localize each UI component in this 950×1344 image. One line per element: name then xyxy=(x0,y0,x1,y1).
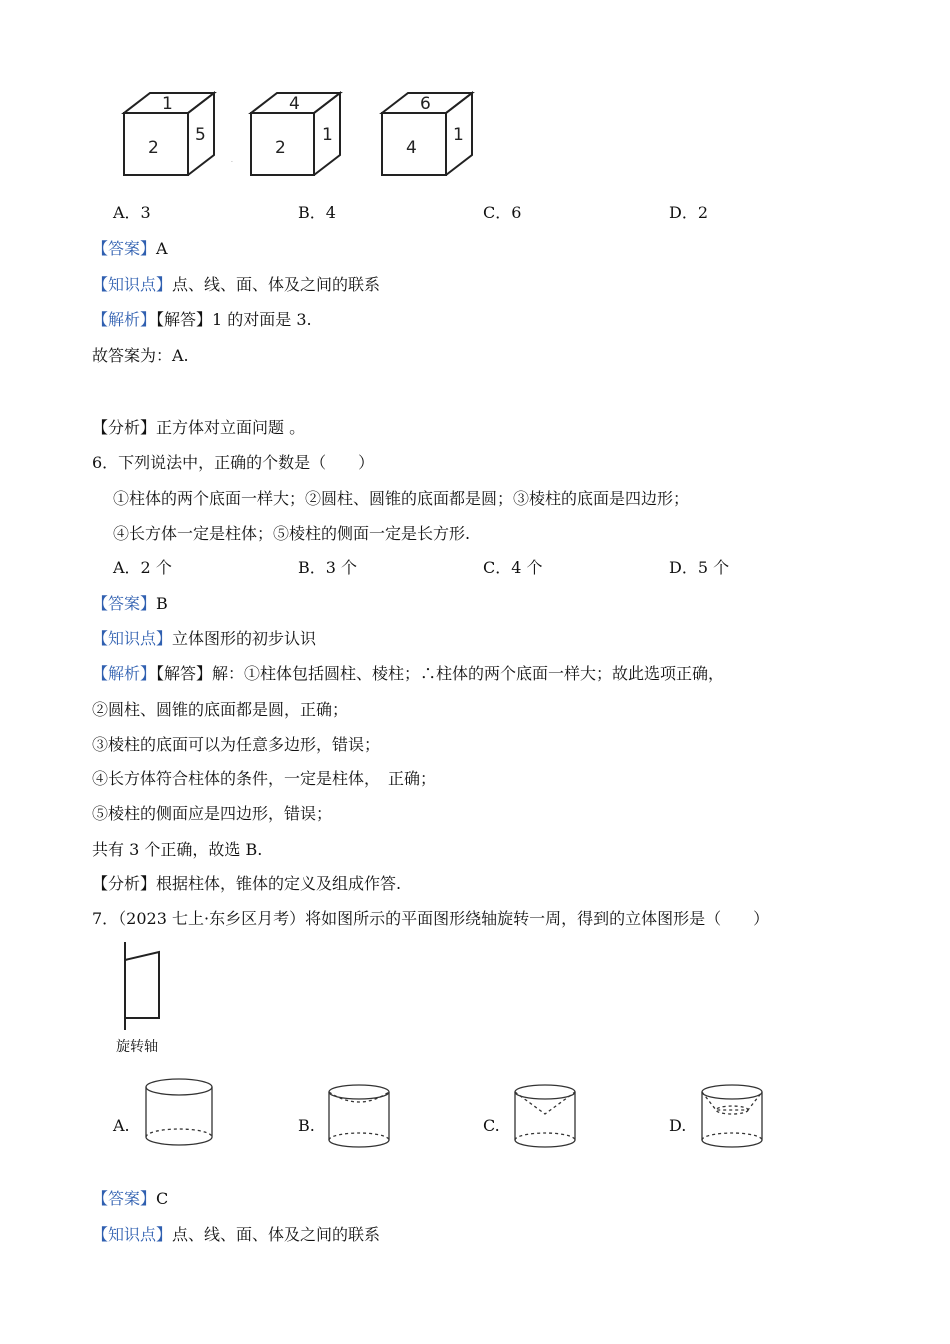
q7-answer xyxy=(92,1188,168,1210)
q5-option-b[interactable]: B．4 xyxy=(298,203,336,222)
q6-analysis-line-6: 共有 3 个正确，故选 B. xyxy=(92,840,263,859)
cylinder-b xyxy=(326,1082,398,1154)
answer-value: C xyxy=(156,1189,169,1208)
q5-knowledge-point xyxy=(92,274,380,296)
q5-analysis xyxy=(92,309,312,331)
q5-option-a[interactable]: A．3 xyxy=(113,203,151,222)
cube-3-side: 1 xyxy=(453,125,464,145)
q6-option-d[interactable]: D．5 个 xyxy=(669,558,730,577)
q6-analysis-line-5: ⑤棱柱的侧面应是四边形，错误； xyxy=(92,804,333,823)
q7-option-c[interactable]: C. xyxy=(483,1116,500,1135)
q7-knowledge-point xyxy=(92,1224,380,1246)
answer-tag: 【答案】 xyxy=(92,594,157,613)
knowledge-tag: 【知识点】 xyxy=(92,275,173,294)
answer-value: A xyxy=(156,239,168,258)
q7-option-a[interactable]: A. xyxy=(113,1116,130,1135)
analysis-tag: 【解析】 xyxy=(92,310,157,329)
q7-option-b[interactable]: B. xyxy=(298,1116,315,1135)
cube-2-top: 4 xyxy=(289,94,300,114)
answer-value: B xyxy=(156,594,168,613)
q6-option-b[interactable]: B．3 个 xyxy=(298,558,358,577)
cylinder-a xyxy=(143,1077,215,1149)
q5-conclusion: 故答案为：A. xyxy=(92,346,189,365)
cube-2-side: 1 xyxy=(322,125,333,145)
axis-label: 旋转轴 xyxy=(116,1039,158,1055)
q7-stem: 7．（2023 七上·东乡区月考）将如图所示的平面图形绕轴旋转一周，得到的立体图形是（ ） xyxy=(92,909,770,928)
knowledge-value: 点、线、面、体及之间的联系 xyxy=(172,1225,381,1244)
cube-1-top: 1 xyxy=(162,94,173,114)
q6-analysis-line-4: ④长方体符合柱体的条件，一定是柱体， 正确； xyxy=(92,769,437,788)
cylinder-d xyxy=(699,1082,771,1154)
cylinder-c xyxy=(512,1082,584,1154)
analysis-tag: 【解析】 xyxy=(92,664,157,683)
knowledge-tag: 【知识点】 xyxy=(92,629,173,648)
q6-option-a[interactable]: A．2 个 xyxy=(113,558,172,577)
knowledge-value: 点、线、面、体及之间的联系 xyxy=(172,275,381,294)
separator-dot: · xyxy=(231,159,233,166)
cube-2-front: 2 xyxy=(275,138,286,158)
q6-knowledge-point xyxy=(92,628,316,650)
q5-fenxi: 【分析】正方体对立面问题 。 xyxy=(92,418,306,437)
cube-3-front: 4 xyxy=(406,138,417,158)
knowledge-tag: 【知识点】 xyxy=(92,1225,173,1244)
cube-figures xyxy=(118,88,518,188)
analysis-value: 【解答】解：①柱体包括圆柱、棱柱；∴柱体的两个底面一样大；故此选项正确， xyxy=(156,664,725,683)
answer-tag: 【答案】 xyxy=(92,239,157,258)
q6-statement-1: ①柱体的两个底面一样大；②圆柱、圆锥的底面都是圆；③棱柱的底面是四边形； xyxy=(113,489,690,508)
q6-stem: 6．下列说法中，正确的个数是（ ） xyxy=(92,453,375,472)
q6-analysis-line-3: ③棱柱的底面可以为任意多边形，错误； xyxy=(92,735,381,754)
q6-analysis xyxy=(92,663,724,685)
q6-fenxi: 【分析】根据柱体，锥体的定义及组成作答. xyxy=(92,874,402,893)
analysis-value: 【解答】1 的对面是 3. xyxy=(156,310,312,329)
cube-1-front: 2 xyxy=(148,138,159,158)
q6-option-c[interactable]: C．4 个 xyxy=(483,558,543,577)
q6-answer xyxy=(92,593,168,615)
knowledge-value: 立体图形的初步认识 xyxy=(172,629,317,648)
q6-analysis-line-2: ②圆柱、圆锥的底面都是圆，正确； xyxy=(92,700,349,719)
q5-option-d[interactable]: D．2 xyxy=(669,203,709,222)
q5-answer xyxy=(92,238,168,260)
q5-option-c[interactable]: C．6 xyxy=(483,203,522,222)
answer-tag: 【答案】 xyxy=(92,1189,157,1208)
q6-statement-2: ④长方体一定是柱体；⑤棱柱的侧面一定是长方形. xyxy=(113,524,471,543)
q7-option-d[interactable]: D. xyxy=(669,1116,687,1135)
cube-1-side: 5 xyxy=(195,125,206,145)
cube-3-top: 6 xyxy=(420,94,431,114)
rotation-figure xyxy=(115,940,175,1030)
